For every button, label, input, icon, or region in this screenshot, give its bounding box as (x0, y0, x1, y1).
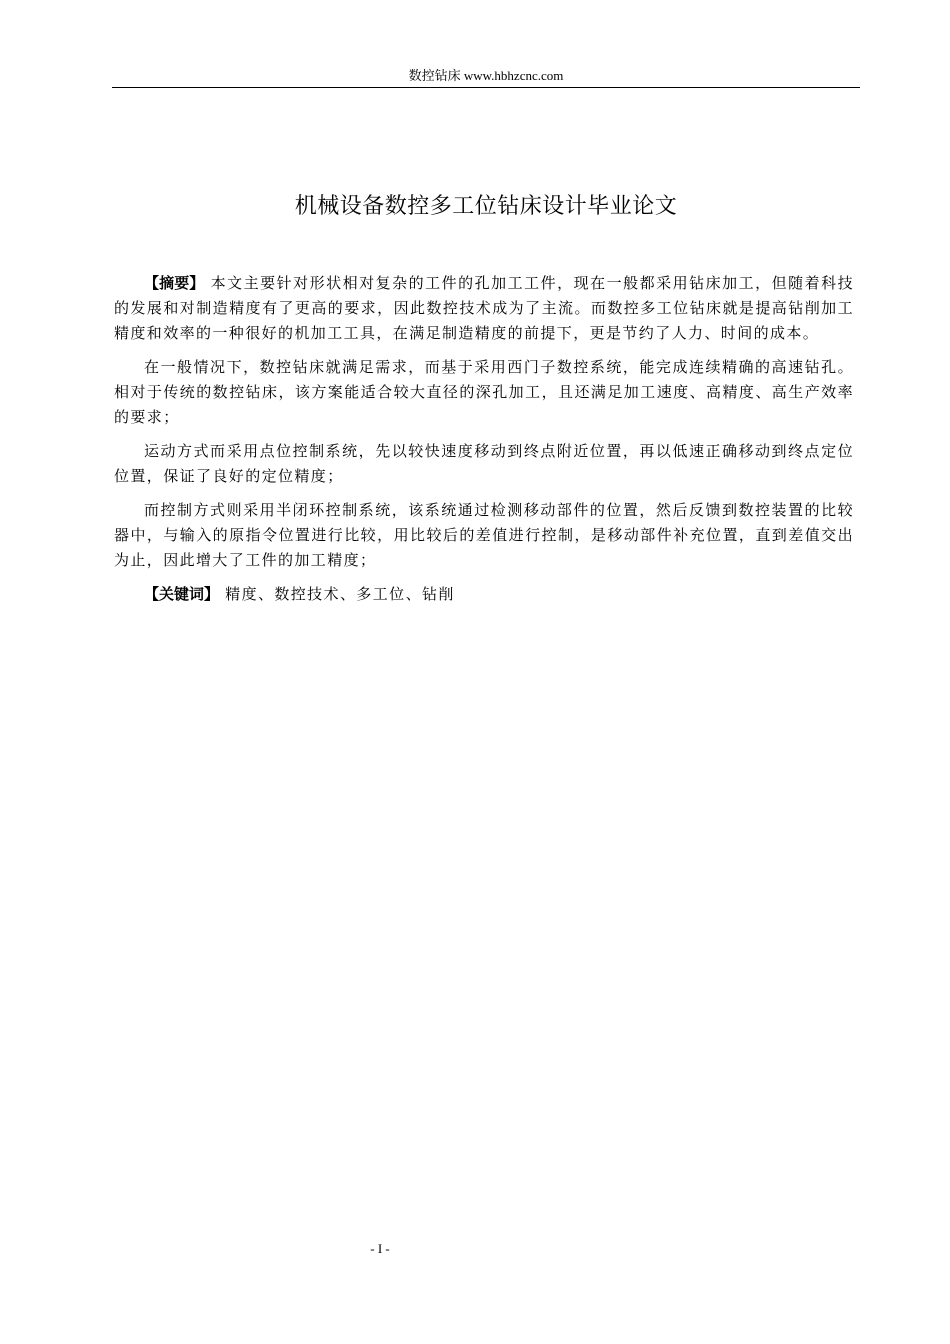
body-paragraph-1: 在一般情况下，数控钻床就满足需求，而基于采用西门子数控系统，能完成连续精确的高速钻孔。相对于传统的数控钻床，该方案能适合较大直径的深孔加工，且还满足加工速度、高精度、高生产效率的要求； (114, 358, 854, 426)
keywords-paragraph (114, 582, 854, 607)
document-title: 机械设备数控多工位钻床设计毕业论文 (294, 193, 678, 219)
keywords-label: 【关键词】 (144, 585, 220, 603)
header-text: 数控钻床 www.hbhzcnc.com (408, 68, 564, 83)
header-rule (112, 87, 860, 88)
abstract-label: 【摘要】 (144, 274, 205, 292)
page-number: - I - (370, 1241, 390, 1256)
page-header (112, 66, 860, 86)
abstract-paragraph (114, 271, 854, 346)
body-paragraph-2: 运动方式而采用点位控制系统，先以较快速度移动到终点附近位置，再以低速正确移动到终点定位位置，保证了良好的定位精度； (114, 442, 854, 485)
abstract-text: 本文主要针对形状相对复杂的工件的孔加工工件，现在一般都采用钻床加工，但随着科技的发展和对制造精度有了更高的要求，因此数控技术成为了主流。而数控多工位钻床就是提高钻削加工精度和效率的一种很好的机加工工具，在满足制造精度的前提下，更是节约了人力、时间的成本。 (114, 274, 854, 342)
keywords-text: 精度、数控技术、多工位、钻削 (219, 585, 455, 603)
document-body (114, 271, 854, 616)
body-paragraph-3: 而控制方式则采用半闭环控制系统，该系统通过检测移动部件的位置，然后反馈到数控装置的比较器中，与输入的原指令位置进行比较，用比较后的差值进行控制，是移动部件补充位置，直到差值交出为止，因此增大了工件的加工精度； (114, 501, 854, 569)
